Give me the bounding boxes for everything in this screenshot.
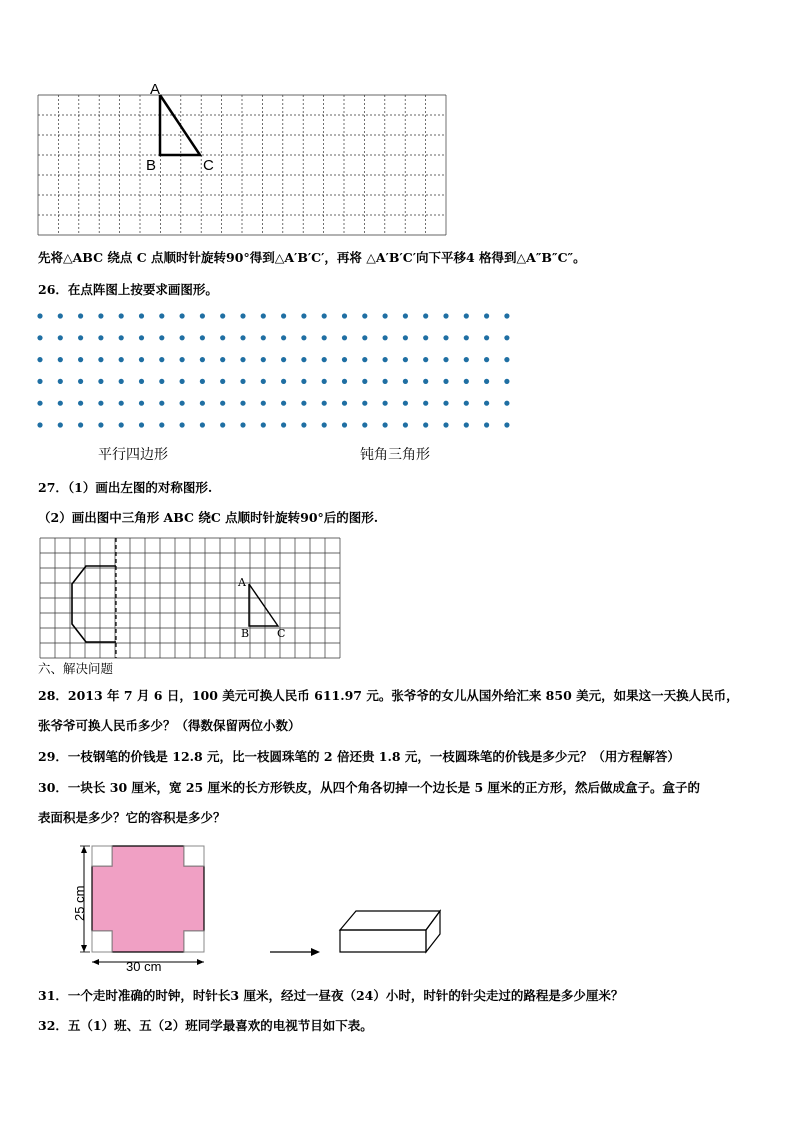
q30-line1: 30．一块长 30 厘米，宽 25 厘米的长方形铁皮，从四个角各切掉一个边长是 5 厘米的正方形，然后做成盒子。盒子的 bbox=[38, 780, 700, 795]
q25-instruction: 先将△ABC 绕点 C 点顺时针旋转90°得到△A′B′C′，再将 △A′B′C′向下平移4 格得到△A″B″C″。 bbox=[38, 250, 586, 265]
height-label: 25 cm bbox=[72, 885, 87, 921]
open-box bbox=[340, 911, 440, 952]
corner-square bbox=[92, 931, 112, 952]
q27-line1: 27．（1）画出左图的对称图形. bbox=[38, 480, 213, 495]
q32-text: 32．五（1）班、五（2）班同学最喜欢的电视节目如下表。 bbox=[38, 1018, 373, 1033]
caption-obtuse-triangle: 钝角三角形 bbox=[360, 447, 430, 463]
label-c: C bbox=[203, 157, 214, 174]
q27-line2: （2）画出图中三角形 ABC 绕C 点顺时针旋转90°后的图形. bbox=[38, 510, 379, 525]
corner-square bbox=[92, 846, 112, 866]
corner-square bbox=[184, 931, 204, 952]
q31-text: 31．一个走时准确的时钟，时针长3 厘米，经过一昼夜（24）小时，时针的针尖走过的路程是多少厘米？ bbox=[38, 988, 624, 1003]
width-label: 30 cm bbox=[126, 959, 162, 974]
caption-parallelogram: 平行四边形 bbox=[98, 447, 168, 463]
label-c-2: C bbox=[277, 627, 286, 640]
label-a: A bbox=[150, 81, 161, 98]
q26-text: 26．在点阵图上按要求画图形。 bbox=[38, 282, 218, 297]
q29-text: 29．一枝钢笔的价钱是 12.8 元，比一枝圆珠笔的 2 倍还贵 1.8 元，一枝圆珠笔的价钱是多少元？（用方程解答） bbox=[38, 749, 680, 764]
label-b-2: B bbox=[241, 627, 250, 640]
corner-square bbox=[184, 846, 204, 866]
section-title: 六、解决问题 bbox=[38, 661, 114, 676]
label-b: B bbox=[146, 157, 157, 174]
label-a-2: A bbox=[238, 576, 246, 589]
q28-line1: 28．2013 年 7 月 6 日，100 美元可换人民币 611.97 元。张爷爷的女儿从国外给汇来 850 美元，如果这一天换人民币， bbox=[38, 688, 739, 703]
q30-line2: 表面积是多少？它的容积是多少？ bbox=[38, 810, 226, 825]
q28-line2: 张爷爷可换人民币多少？（得数保留两位小数） bbox=[38, 718, 301, 733]
